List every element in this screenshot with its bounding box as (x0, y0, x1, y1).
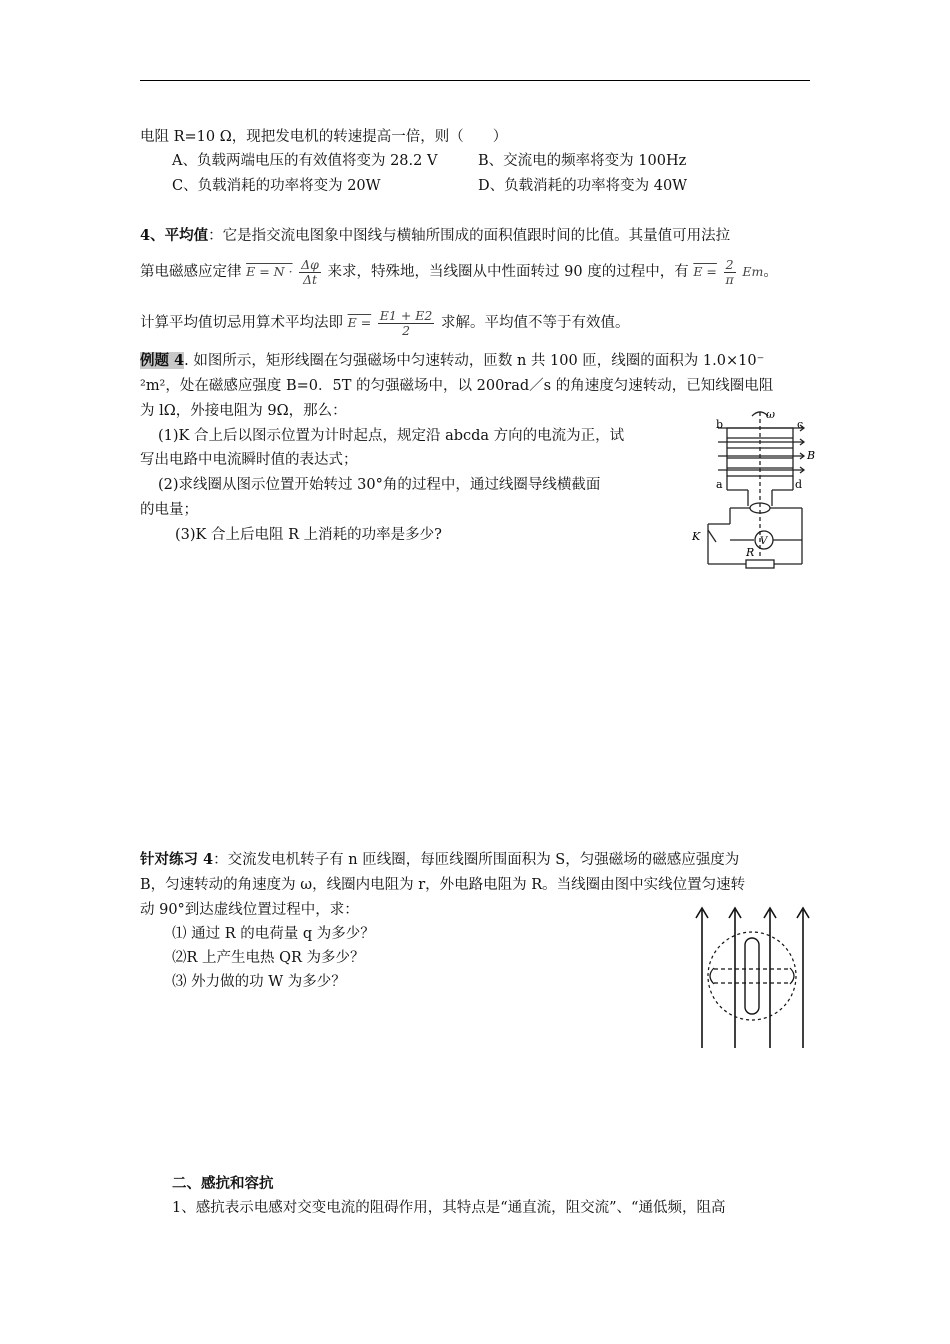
pr4-q1: ⑴ 通过 R 的电荷量 q 为多少？ (172, 926, 375, 942)
pr4-line3: 动 90°到达虚线位置过程中，求： (140, 902, 359, 918)
formula-faraday-fraction (299, 258, 321, 287)
ex4-text-1: . 如图所示，矩形线圈在匀强磁场中匀速转动，匝数 n 共 100 匝，线圈的面积为 1.0×10⁻ (184, 353, 765, 369)
formula-faraday-num: Δφ (301, 256, 319, 272)
formula-faraday-den: Δt (303, 271, 318, 287)
avg-paragraph-line1 (140, 226, 730, 246)
ex4-q2-line2: 的电量； (140, 502, 198, 518)
resistor-r (746, 560, 774, 568)
formula-90deg-den: π (725, 271, 734, 287)
formula-90deg-lhs: E = (693, 264, 717, 279)
coil-field-figure (690, 904, 814, 1050)
avg-text-3a: 计算平均值切忌用算术平均法即 (140, 315, 343, 331)
formula-arith-lhs: E = (347, 315, 372, 330)
ex4-q1-line2: 写出电路中电流瞬时值的表达式； (140, 452, 358, 468)
q3-stem: 电阻 R=10 Ω，现把发电机的转速提高一倍，则（ ） (140, 129, 508, 145)
avg-heading: 4、平均值 (140, 227, 209, 244)
formula-faraday-lhs: E = N · (246, 264, 293, 279)
pr4-q2: ⑵R 上产生电热 QR 为多少？ (172, 950, 365, 966)
fig4-label-d: d (795, 478, 803, 491)
ex4-line1 (140, 351, 764, 371)
q3-option-b: B、交流电的频率将变为 100Hz (478, 153, 687, 169)
pr4-label: 针对练习 4 (140, 851, 214, 868)
avg-text-1: ：它是指交流电图象中图线与横轴所围成的面积值跟时间的比值。其量值可用法拉 (208, 228, 731, 244)
ex4-line2: ²m²，处在磁感应强度 B=0．5T 的匀强磁场中，以 200rad／s 的角速度匀速转动，已知线圈电阻 (140, 378, 774, 394)
avg-text-3b: 求解。平均值不等于有效值。 (440, 315, 630, 331)
coil-circuit-figure (686, 406, 826, 576)
avg-paragraph-line3 (140, 304, 629, 342)
ex4-q3: (3)K 合上后电阻 R 上消耗的功率是多少? (175, 527, 442, 543)
ex4-label: 例题 4 (140, 352, 185, 369)
pr4-line1 (140, 850, 739, 870)
fig4-label-b: b (716, 418, 724, 431)
avg-text-2a: 第电磁感应定律 (140, 264, 242, 280)
sec2-line1: 1、感抗表示电感对交变电流的阻碍作用，其特点是“通直流，阻交流”、“通低频，阻高 (172, 1200, 726, 1216)
fig4-label-a: a (716, 478, 723, 491)
ex4-line3: 为 lΩ，外接电阻为 9Ω，那么： (140, 403, 347, 419)
avg-text-2c: 。 (763, 264, 778, 280)
pr4-q3: ⑶ 外力做的功 W 为多少？ (172, 974, 346, 990)
q3-option-c: C、负载消耗的功率将变为 20W (172, 178, 381, 194)
formula-arith-fraction (378, 309, 435, 338)
avg-text-2b: 来求，特殊地，当线圈从中性面转过 90 度的过程中，有 (327, 264, 689, 280)
fig4-label-V: V (760, 536, 768, 547)
fig4-label-R: R (746, 546, 755, 559)
avg-paragraph-line2 (140, 254, 778, 290)
formula-90deg-num: 2 (724, 258, 736, 273)
formula-90deg-rhs: Em (742, 264, 764, 279)
q3-option-d: D、负载消耗的功率将变为 40W (478, 178, 688, 194)
switch-k (708, 530, 716, 542)
formula-90deg-fraction (724, 258, 736, 287)
fig4-label-K: K (692, 530, 701, 543)
q3-option-a: A、负载两端电压的有效值将变为 28.2 V (172, 153, 438, 169)
sec2-heading: 二、感抗和容抗 (172, 1175, 274, 1192)
formula-arith-num: E1 + E2 (379, 307, 433, 323)
fig4-label-c: c (797, 418, 804, 431)
pr4-line2: B，匀速转动的角速度为 ω，线圈内电阻为 r，外电路电阻为 R。当线圈由图中实线位置匀速转 (140, 877, 746, 893)
fig4-label-omega: ω (766, 408, 775, 421)
header-rule (140, 80, 810, 81)
ex4-q1-line1: (1)K 合上后以图示位置为计时起点，规定沿 abcda 方向的电流为正，试 (158, 428, 625, 444)
ex4-q2-line1: (2)求线圈从图示位置开始转过 30°角的过程中，通过线圈导线横截面 (158, 477, 601, 493)
fig4-label-B: B (807, 449, 816, 462)
pr4-text-1: ：交流发电机转子有 n 匝线圈，每匝线圈所围面积为 S，匀强磁场的磁感应强度为 (213, 852, 740, 868)
formula-arith-den: 2 (402, 322, 411, 338)
coil-solid (745, 938, 759, 1014)
